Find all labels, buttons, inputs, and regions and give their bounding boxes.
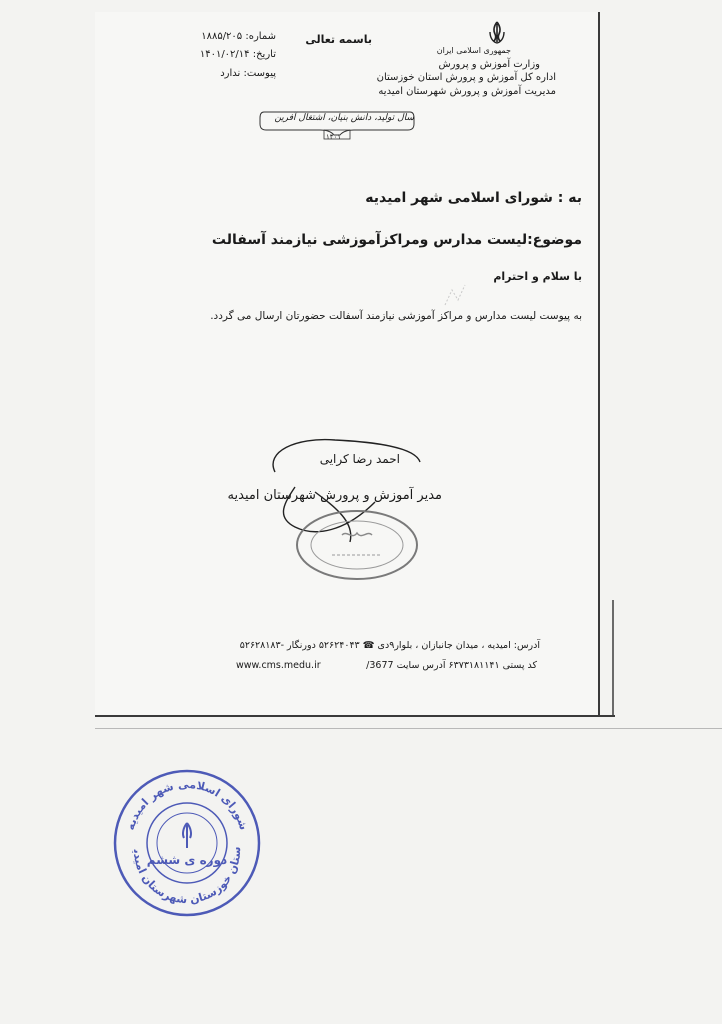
seal-bottom-text: استان خوزستان شهرستان امیدیه xyxy=(108,758,244,907)
office-seal xyxy=(292,505,422,585)
province-office-name: اداره کل آموزش و پرورش استان خوزستان xyxy=(376,72,556,83)
year-slogan: سال تولید، دانش بنیان، اشتغال آفرین xyxy=(274,113,414,123)
seal-top-text: شورای اسلامی شهر امیدیه xyxy=(123,777,251,832)
iran-emblem-icon xyxy=(484,20,510,46)
council-receipt-seal xyxy=(108,758,262,918)
page-border-bottom xyxy=(95,715,615,717)
page-border-right xyxy=(598,12,600,717)
greeting-line: با سلام و احترام xyxy=(493,270,582,283)
subject-line: موضوع:لیست مدارس ومراکزآموزشی نیازمند آسفالت xyxy=(211,232,582,248)
body-paragraph: به پیوست لیست مدارس و مراکز آموزشی نیازمند آسفالت حضورتان ارسال می گردد. xyxy=(210,310,582,322)
recipient-line: به : شورای اسلامی شهر امیدیه xyxy=(365,190,582,206)
seal-term-text: دوره ی ششم xyxy=(146,853,228,867)
paper-mark xyxy=(440,280,470,310)
emblem-caption: جمهوری اسلامی ایران xyxy=(436,46,511,55)
letter-date: تاریخ: ۱۴۰۱/۰۲/۱۴ xyxy=(199,49,276,60)
footer-address: آدرس: امیدیه ، میدان جانبازان ، بلوار۹دی ☎ ۵۲۶۲۴۰۴۳ دورنگار -۵۲۶۲۸۱۸۳ xyxy=(239,640,540,651)
letter-attachment: پیوست: ندارد xyxy=(220,68,276,79)
page-divider xyxy=(95,728,722,729)
signer-title: مدیر آموزش و پرورش شهرستان امیدیه xyxy=(227,488,442,503)
year-slogan-year: ۱۴۰۱ xyxy=(325,133,341,141)
county-office-name: مدیریت آموزش و پرورش شهرستان امیدیه xyxy=(378,86,556,97)
letter-number: شماره: ۱۸۸۵/۲۰۵ xyxy=(201,31,276,42)
footer-website: www.cms.medu.ir xyxy=(236,660,321,671)
page-border-shadow xyxy=(612,600,614,717)
footer-postal-site: کد پستی ۶۳۷۳۱۸۱۱۴۱ آدرس سایت 3677/ xyxy=(366,660,537,671)
ministry-name: وزارت آموزش و پرورش xyxy=(438,59,540,70)
signer-name: احمد رضا کرایی xyxy=(319,452,400,466)
basmala: باسمه تعالی xyxy=(305,33,372,46)
